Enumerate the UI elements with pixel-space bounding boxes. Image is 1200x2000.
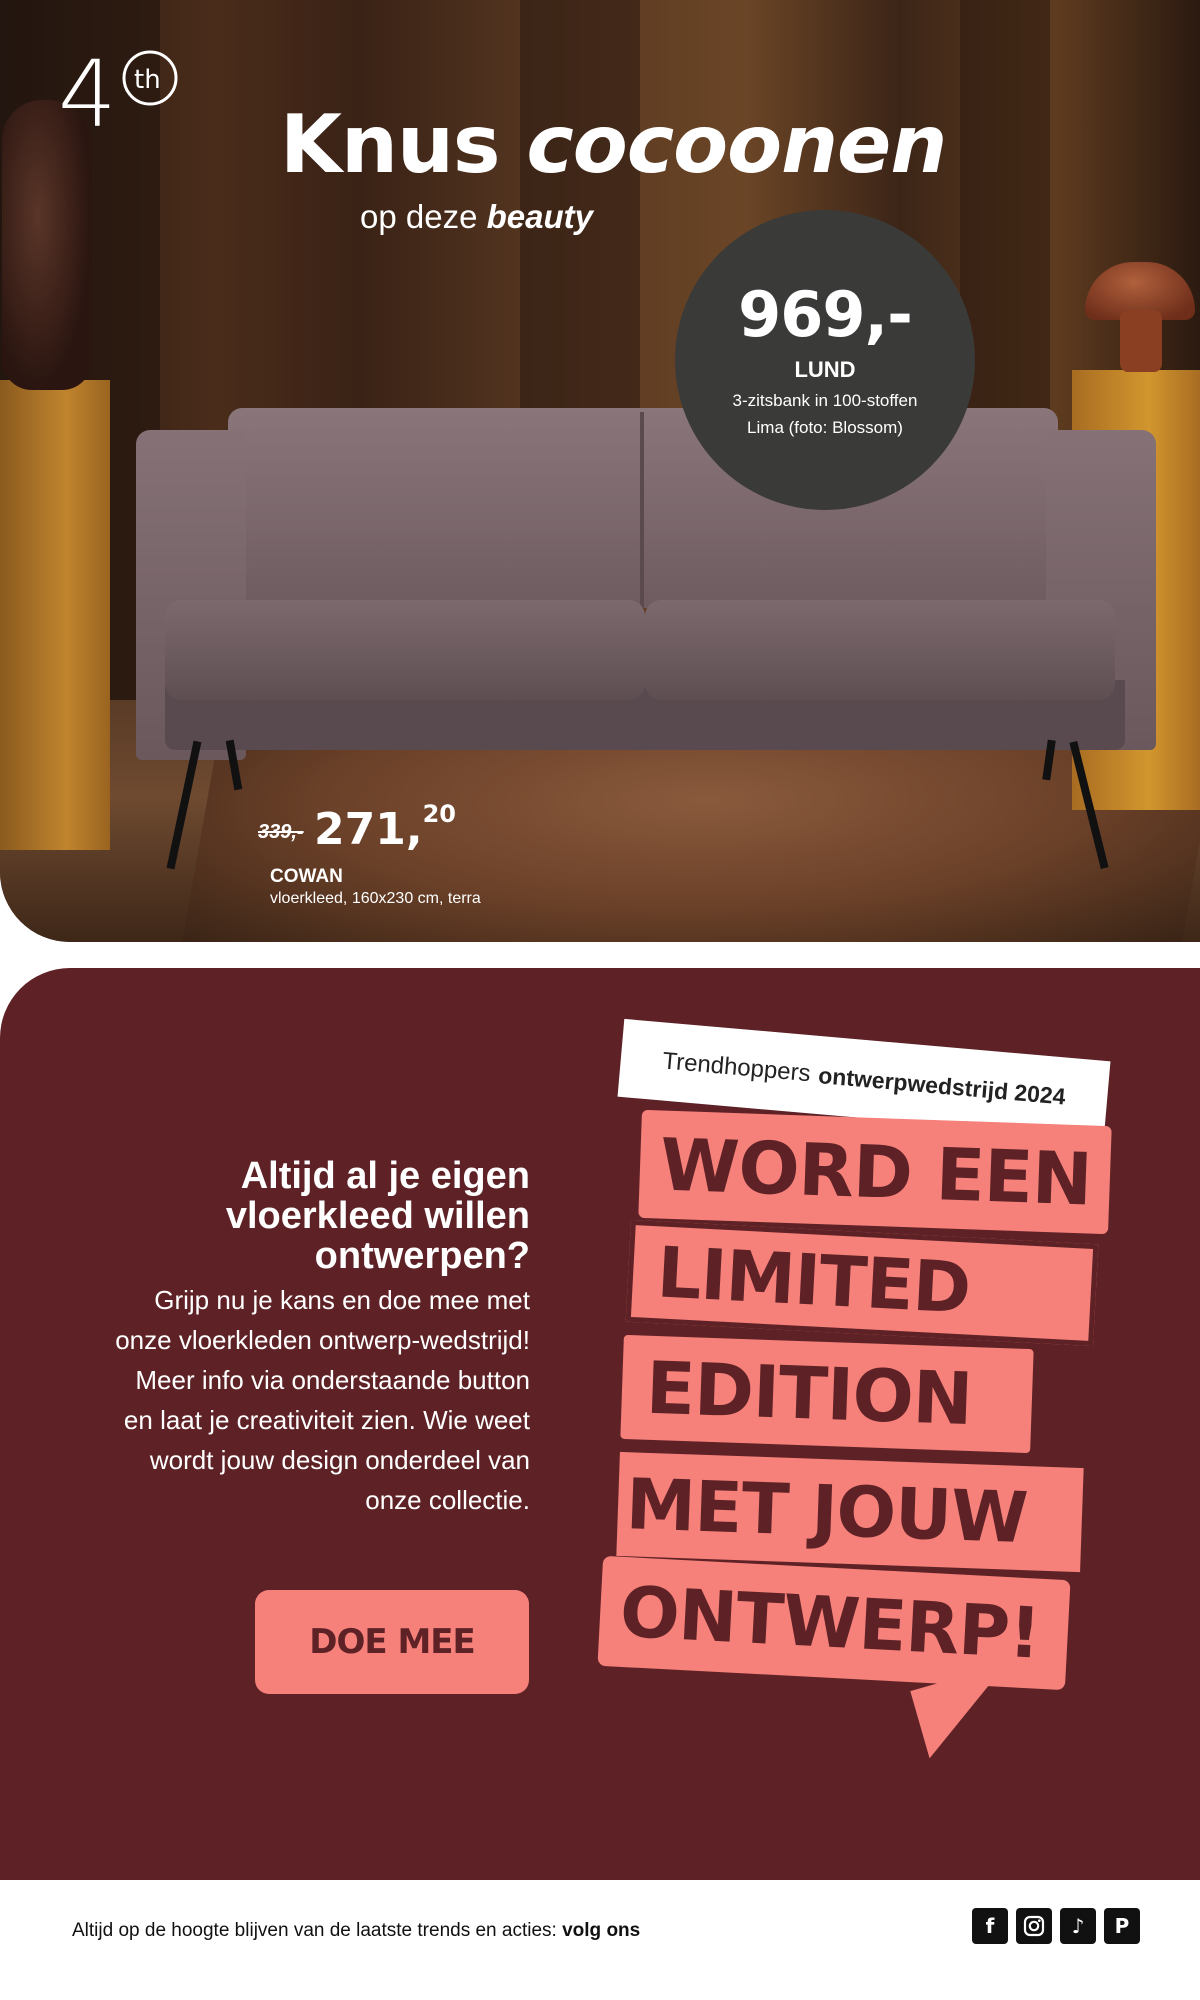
rug-old-price: 339,- (258, 821, 304, 843)
logo-number: 4 (58, 48, 117, 138)
footer-follow-link[interactable]: volg ons (562, 1920, 641, 1941)
social-links (972, 1908, 1140, 1944)
sofa-seat-left (165, 600, 645, 700)
sofa-desc-line1: 3-zitsbank in 100-stoffen (732, 391, 918, 410)
hero-subtitle (360, 198, 593, 236)
bubble-line: ONTWERP! (597, 1556, 1070, 1690)
rug-price (258, 800, 456, 855)
sofa-seat-right (645, 600, 1115, 700)
footer-text: Altijd op de hoogte blijven van de laatste trends en acties: (72, 1920, 557, 1941)
sofa-seam (640, 412, 644, 608)
hero-title-italic: cocoonen (526, 98, 947, 191)
promo-heading: Altijd al je eigen vloerkleed willen ontwerpen? (225, 1155, 530, 1277)
anniversary-logo (58, 48, 188, 138)
lamp-base (1120, 310, 1162, 372)
rug-desc: vloerkleed, 160x230 cm, terra (270, 890, 481, 907)
footer-follow-text (72, 1920, 640, 1942)
hero-sub-bold: beauty (486, 198, 593, 235)
banner-brand: Trendhoppers (661, 1047, 812, 1088)
tiktok-icon[interactable]: ♪ (1060, 1908, 1096, 1944)
facebook-icon[interactable]: f (972, 1908, 1008, 1944)
join-contest-button[interactable]: DOE MEE (255, 1590, 529, 1694)
bubble-line: EDITION (620, 1335, 1033, 1453)
bubble-line: WORD EEN (638, 1110, 1111, 1234)
hero-title-normal: Knus (280, 98, 500, 191)
pedestal-left (0, 380, 110, 850)
sofa-name: LUND (794, 357, 856, 382)
sofa-desc-line2: Lima (foto: Blossom) (747, 418, 903, 437)
instagram-icon[interactable] (1016, 1908, 1052, 1944)
banner-contest: ontwerpwedstrijd 2024 (817, 1061, 1067, 1110)
bubble-line: LIMITED (626, 1220, 1099, 1346)
bubble-line: MET JOUW (616, 1452, 1083, 1572)
hero-banner (0, 0, 1200, 942)
hero-sub-normal: op deze (360, 198, 478, 235)
rug-price-cents: 20 (422, 800, 457, 828)
hero-title (280, 98, 946, 191)
instagram-glyph (1022, 1914, 1046, 1938)
rug-name: COWAN (270, 866, 343, 887)
vase-image (2, 100, 92, 390)
rug-new-price: 271, (314, 804, 423, 855)
sofa-price: 969,- (738, 278, 912, 351)
sofa-price-badge[interactable] (675, 210, 975, 510)
promo-body: Grijp nu je kans en doe mee met onze vloerkleden ontwerp-wedstrijd! Meer info via onderstaande button en laat je creativiteit zien. Wie weet wordt jouw design onderdeel van onze collectie. (115, 1285, 530, 1515)
logo-sup: th (134, 65, 161, 95)
pinterest-icon[interactable]: P (1104, 1908, 1140, 1944)
